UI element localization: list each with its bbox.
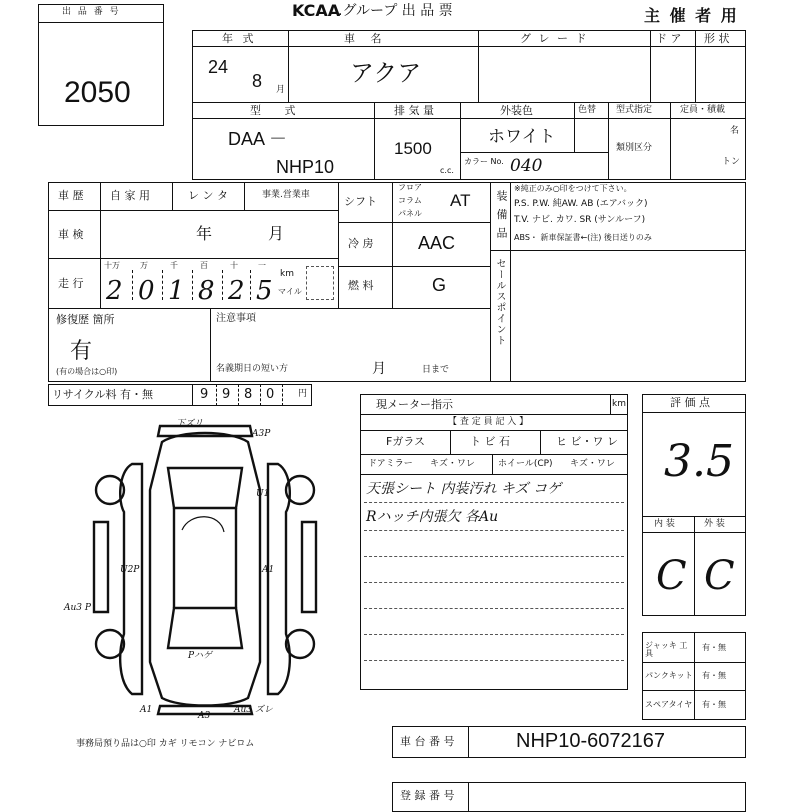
recycle-digit: 9 bbox=[222, 387, 231, 402]
options-line-1: P.S. P.W. 純AW. AB (エアバック) bbox=[514, 199, 648, 209]
puncture-kit-choice: 有・無 bbox=[702, 671, 726, 680]
grade-label: グ レ ー ド bbox=[520, 32, 589, 45]
month-value: 8 bbox=[252, 71, 263, 91]
recycle-digit: 8 bbox=[244, 387, 253, 402]
cc-unit: c.c. bbox=[440, 166, 454, 175]
history-label: 車 歴 bbox=[58, 189, 84, 202]
options-note: ※純正のみ○印をつけて下さい。 bbox=[514, 184, 632, 193]
short-expiry-label: 名義期日の短い方 bbox=[216, 364, 289, 374]
sales-point-label: セールスポイント bbox=[494, 258, 505, 346]
history-rental: レ ン タ bbox=[188, 189, 228, 202]
wheel-label: ホイール(CP) bbox=[498, 459, 553, 469]
mileage-digit: 8 bbox=[198, 276, 215, 306]
year-label: 年 式 bbox=[222, 32, 257, 45]
options-line-2: T.V. ナビ. カワ. SR (サンルーフ) bbox=[514, 215, 646, 225]
displacement-label: 排 気 量 bbox=[394, 104, 434, 117]
history-business: 事業.営業車 bbox=[262, 190, 310, 200]
damage-mark: A3 bbox=[198, 711, 211, 721]
car-name-label: 車 名 bbox=[344, 32, 388, 45]
inspection-label: 車 検 bbox=[58, 228, 84, 241]
interior-label: 内 装 bbox=[654, 519, 675, 529]
options-label: 装 備 品 bbox=[495, 190, 508, 240]
fuel-label: 燃 料 bbox=[348, 279, 374, 292]
jack-label: ジャッキ 工具 bbox=[645, 641, 688, 658]
damage-mark: U1 bbox=[256, 489, 270, 499]
mirror-options: キズ・ワレ bbox=[430, 459, 475, 469]
glass-label: Fガラス bbox=[386, 435, 425, 448]
damage-mark: Au3 ズレ bbox=[234, 705, 273, 715]
spare-tire-label: スペアタイヤ bbox=[645, 700, 693, 709]
expiry-month: 月 bbox=[372, 361, 386, 377]
lot-number-label: 出 品 番 号 bbox=[62, 7, 121, 17]
color-value: ホワイト bbox=[488, 127, 556, 146]
damage-mark: Au3 P bbox=[64, 603, 91, 613]
car-name: アクア bbox=[350, 60, 422, 87]
mileage-unit: 万 bbox=[140, 261, 148, 270]
type-spec-label: 型式指定 bbox=[616, 105, 653, 115]
fuel-value: G bbox=[432, 275, 447, 295]
damage-mark: A1 bbox=[262, 565, 275, 575]
displacement-value: 1500 bbox=[394, 139, 432, 158]
door-label: ド ア bbox=[656, 32, 682, 45]
capacity-unit-tons: トン bbox=[722, 157, 741, 167]
recycle-label: リサイクル料 有・無 bbox=[52, 388, 153, 401]
options-line-3: ABS・ 新車保証書←(注) 後日送りのみ bbox=[514, 233, 652, 242]
mileage-digit: 1 bbox=[168, 276, 185, 306]
mirror-label: ドアミラー bbox=[368, 459, 413, 469]
shift-panel: パネル bbox=[398, 209, 422, 218]
inspector-note-1: 天張シート 内装汚れ キズ コゲ bbox=[366, 481, 562, 497]
repair-label: 修復歴 箇所 bbox=[56, 313, 115, 326]
lot-number: 2050 bbox=[64, 76, 131, 109]
form-title: .グループ 出 品 票 bbox=[338, 3, 453, 19]
year-value: 24 bbox=[208, 57, 229, 77]
inspection-year-unit: 年 bbox=[196, 224, 213, 243]
inspector-title: 【 査 定 員 記 入 】 bbox=[448, 417, 529, 427]
interior-score: C bbox=[656, 553, 687, 599]
shift-value: AT bbox=[450, 191, 471, 210]
mileage-unit: 十万 bbox=[104, 261, 120, 270]
registration-label: 登 録 番 号 bbox=[400, 789, 455, 802]
caution-label: 注意事項 bbox=[216, 313, 256, 324]
mile-checkbox bbox=[306, 266, 334, 300]
damage-mark: A1 bbox=[140, 705, 153, 715]
damage-mark: Pハゲ bbox=[188, 651, 213, 661]
ac-value: AAC bbox=[418, 233, 456, 253]
recycle-digit: 9 bbox=[200, 387, 209, 402]
color-label: 外装色 bbox=[500, 104, 533, 117]
score-value: 3.5 bbox=[664, 436, 734, 487]
color-code-label: カラー No. bbox=[464, 157, 504, 166]
mileage-digit: 2 bbox=[228, 276, 245, 306]
model-label: 型 式 bbox=[250, 104, 306, 117]
mileage-digit: 2 bbox=[106, 276, 123, 306]
mileage-digit: 5 bbox=[256, 276, 273, 306]
damage-mark: 下ズリ bbox=[176, 419, 204, 429]
shift-label: シフト bbox=[344, 195, 377, 208]
jack-choice: 有・無 bbox=[702, 643, 726, 652]
mileage-unit: 百 bbox=[200, 261, 208, 270]
model-prefix: DAA － bbox=[228, 129, 288, 149]
history-private: 自 家 用 bbox=[110, 189, 150, 202]
ac-label: 冷 房 bbox=[348, 237, 374, 250]
puncture-kit-label: パンクキット bbox=[645, 671, 693, 680]
exterior-label: 外 装 bbox=[704, 519, 725, 529]
spare-tire-choice: 有・無 bbox=[702, 700, 726, 709]
km-unit: km bbox=[280, 269, 294, 279]
meter-label: 現メーター指示 bbox=[376, 398, 453, 411]
shape-label: 形 状 bbox=[704, 32, 730, 45]
chassis-label: 車 台 番 号 bbox=[400, 735, 455, 748]
mileage-unit: 千 bbox=[170, 261, 178, 270]
mileage-unit: 十 bbox=[230, 261, 238, 270]
office-note: 事務局預り品は○印 カギ リモコン ナビロム bbox=[76, 739, 255, 749]
expiry-day: 日まで bbox=[422, 365, 450, 375]
brand-logo: KCAA bbox=[292, 1, 341, 20]
damage-mark: A3P bbox=[252, 429, 271, 439]
class-label: 類別区分 bbox=[616, 143, 653, 153]
mileage-label: 走 行 bbox=[58, 277, 84, 290]
shift-column: コラム bbox=[398, 196, 422, 205]
chassis-number: NHP10-6072167 bbox=[516, 730, 665, 752]
inspection-month-unit: 月 bbox=[268, 224, 285, 243]
score-label: 評 価 点 bbox=[670, 396, 710, 409]
repair-value: 有 bbox=[70, 338, 93, 363]
damage-mark: U2P bbox=[120, 565, 140, 575]
recycle-unit: 円 bbox=[298, 389, 308, 399]
month-unit: 月 bbox=[276, 85, 286, 95]
stone-chip-label: ト ビ 石 bbox=[470, 435, 510, 448]
color-change-label: 色替 bbox=[578, 105, 597, 115]
recycle-digit: 0 bbox=[266, 387, 275, 402]
crack-label: ヒ ビ・ワ レ bbox=[556, 435, 618, 448]
mileage-unit: 一 bbox=[258, 261, 266, 270]
meter-unit: km bbox=[612, 399, 626, 409]
wheel-options: キズ・ワレ bbox=[570, 459, 615, 469]
mileage-digit: 0 bbox=[138, 276, 155, 306]
repair-note: (有の場合は○印) bbox=[56, 367, 118, 376]
exterior-score: C bbox=[704, 553, 735, 599]
color-code: 040 bbox=[510, 156, 543, 176]
capacity-unit-persons: 名 bbox=[730, 126, 740, 136]
shift-floor: フロア bbox=[398, 183, 422, 192]
model-code: NHP10 bbox=[276, 157, 335, 177]
organizer-label: 主 催 者 用 bbox=[644, 6, 739, 25]
mile-unit: マイル bbox=[278, 287, 302, 296]
inspector-note-2: Rハッチ内張欠 各Au bbox=[366, 509, 499, 525]
capacity-label: 定員・積載 bbox=[680, 105, 726, 115]
